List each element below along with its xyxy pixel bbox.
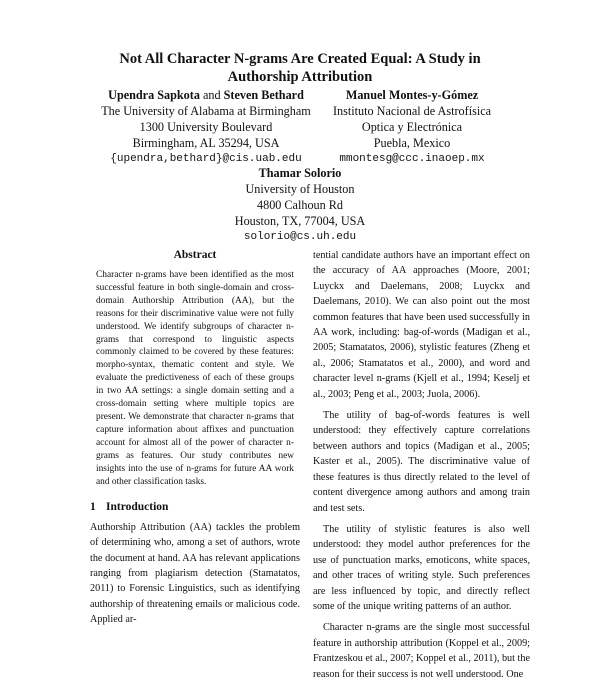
right-column xyxy=(313,248,530,682)
author-email[interactable]: solorio@cs.uh.edu xyxy=(243,231,357,243)
author-institution: The University of Alabama at Birmingham xyxy=(101,104,311,118)
body-paragraph: Character n-grams are the single most successful feature in authorship attribution (Koppel et al., 2009; Frantzeskou et al., 2007; Koppel et al., 2011), but the reason for their success is not well understood. One xyxy=(313,622,530,680)
title-line-1: Not All Character N-grams Are Created Equal: A Study in xyxy=(119,51,481,67)
author-email[interactable]: {upendra,bethard}@cis.uab.edu xyxy=(110,153,302,165)
author-name: Thamar Solorio xyxy=(258,166,342,180)
author-name: Steven Bethard xyxy=(223,88,304,102)
author-block-left xyxy=(90,87,322,167)
author-address-line: Optica y Electrónica xyxy=(361,120,463,134)
author-institution: Instituto Nacional de Astrofísica xyxy=(332,104,492,118)
author-block-right xyxy=(322,87,502,167)
abstract-heading: Abstract xyxy=(173,249,217,261)
paper-title xyxy=(0,50,600,86)
author-block-center xyxy=(190,165,410,245)
author-address-line: Birmingham, AL 35294, USA xyxy=(132,136,280,150)
author-address-line: 4800 Calhoun Rd xyxy=(257,198,343,212)
body-paragraph: tential candidate authors have an important effect on the accuracy of AA approaches (Moore, 2001; Luyckx and Daelemans, 2008; Luyckx and Daelemans, 2010). We can also point out the most common features that have been used successfully in AA work, including: bag-of-words (Madigan et al., 2005; Stamatatos, 2006), stylistic features (Zheng et al., 2006; Stamatatos et al., 2000), and word and character level n-grams (Kjell et al., 1994; Keselj et al., 2003; Peng et al., 2003; Juola, 2006). xyxy=(313,250,530,400)
body-paragraph: The utility of stylistic features is also well understood: they model author preferences for the use of punctuation marks, emoticons, white spaces, and other traces of writing style. Such preferences are less influenced by topic, and directly reflect some of the unique writing patterns of an author. xyxy=(313,523,530,612)
author-address-line: Houston, TX, 77004, USA xyxy=(234,214,366,228)
left-column xyxy=(90,248,300,628)
abstract-text: Character n-grams have been identified as the most successful feature in both single-domain and cross-domain Authorship Attribution (AA), but the reasons for their discriminative value were not fully understood. We identify subgroups of character n-grams that correspond to linguistic aspects commonly claimed to be covered by these features: morpho-syntax, thematic content and style. We evaluate the predictiveness of each of these groups in two AA settings: a single domain setting and a cross-domain setting where multiple topics are present. We demonstrate that character n-grams that capture information about affixes and punctuation account for almost all of the power of character n-grams as features. Our study contributes new insights into the use of n-grams for future AA work and other classification tasks. xyxy=(96,270,294,487)
title-line-2: Authorship Attribution xyxy=(227,69,373,85)
author-institution: University of Houston xyxy=(245,182,355,196)
author-name: Manuel Montes-y-Gómez xyxy=(345,88,479,102)
author-email[interactable]: mmontesg@ccc.inaoep.mx xyxy=(339,153,485,165)
author-address-line: Puebla, Mexico xyxy=(373,136,451,150)
author-name: Upendra Sapkota xyxy=(108,88,200,102)
author-names-left xyxy=(90,87,322,103)
author-address-line: 1300 University Boulevard xyxy=(139,120,273,134)
body-paragraph: The utility of bag-of-words features is well understood: they effectively capture correlations between authors and topics (Madigan et al., 2005; Kaster et al., 2005). The discriminative value of these features is thus directly related to the level of content divergence among authors and among train and test sets. xyxy=(313,410,530,514)
section-heading-introduction xyxy=(90,500,300,515)
section-title: Introduction xyxy=(106,501,169,514)
introduction-paragraph: Authorship Attribution (AA) tackles the problem of determining who, among a set of authors, wrote the document at hand. AA has relevant applications ranging from plagiarism detection (Stamatatos, 2011) to Forensic Linguistics, such as identifying authorship of threatening emails or malicious code. Applied ar- xyxy=(90,521,300,626)
author-separator: and xyxy=(202,88,221,102)
section-number: 1 xyxy=(90,501,96,514)
